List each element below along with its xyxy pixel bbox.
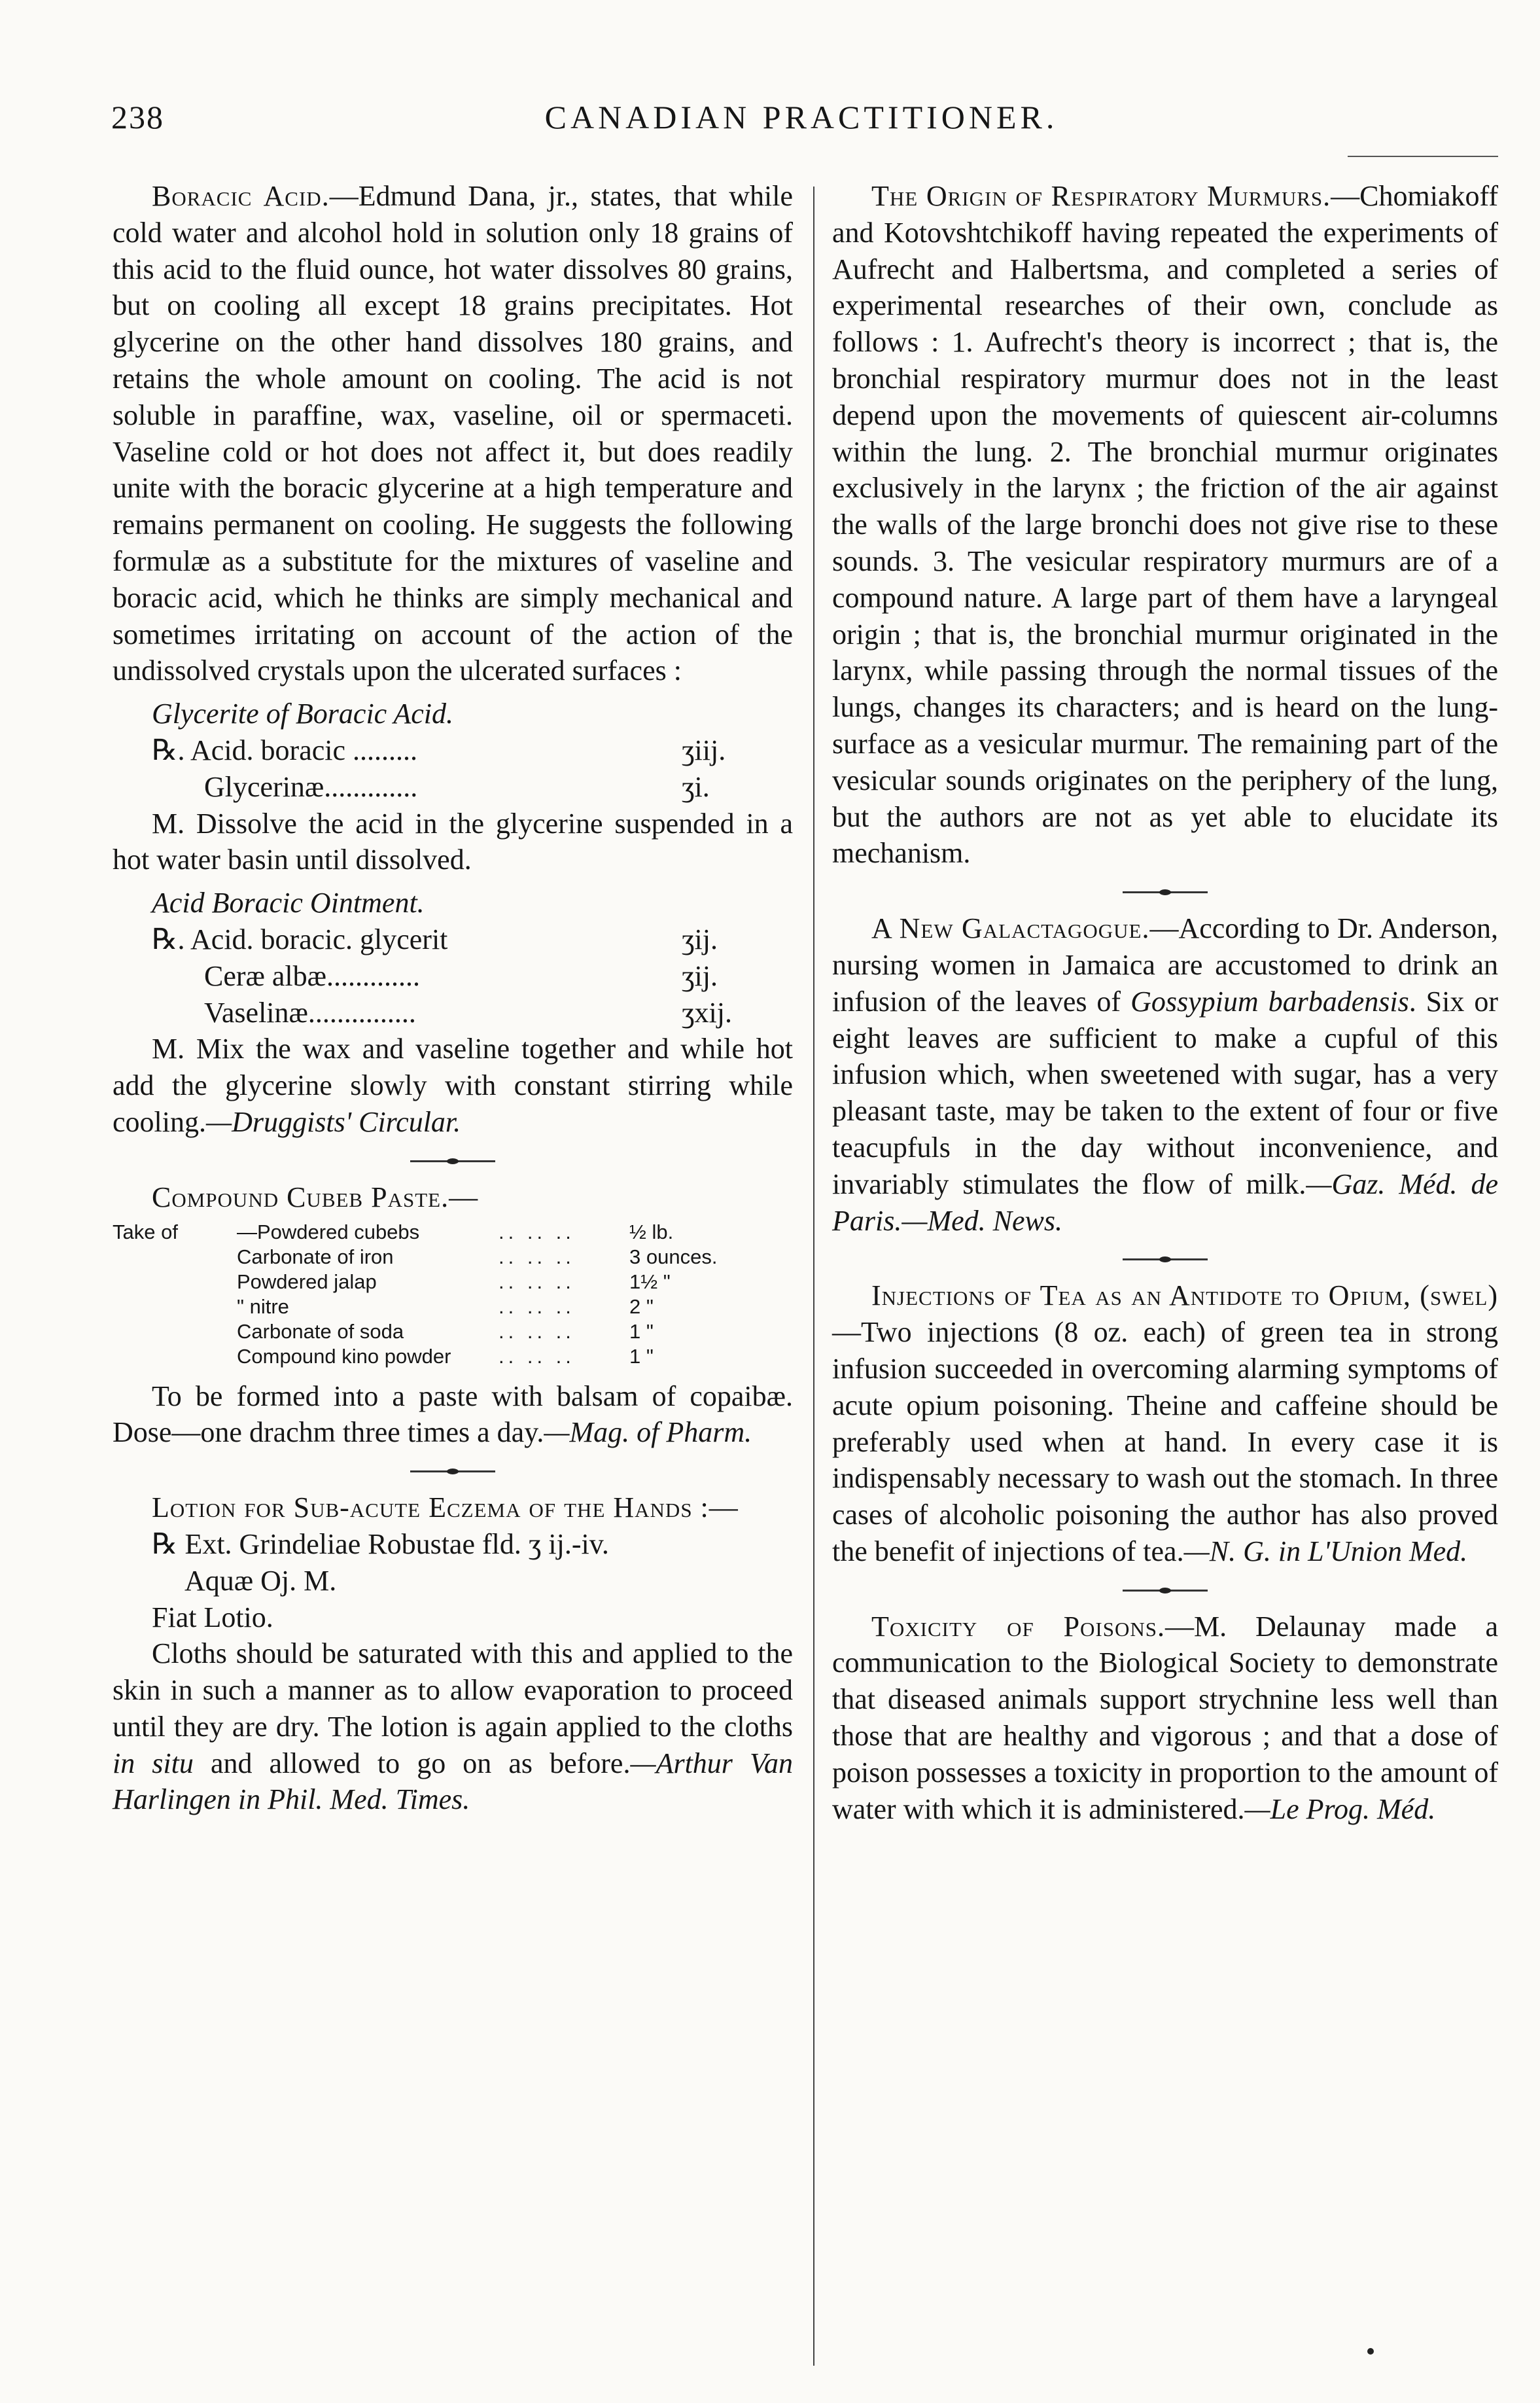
article-text: —Chomiakoff and Kotovshtchikoff having repeated the experiments of Aufrecht and Halbertsma, and completed a series of experimental researches of their own, conclude as follows : 1. Aufrecht's theory is incorrect ; that is, the bronchial respiratory murmur does not in the least depend upon the movements of quiescent air-columns within the lung. 2. The bronchial murmur originates exclusively in the larynx ; the friction of the air against the walls of the large bronchi does not give rise to these sounds. 3. The vesicular respiratory murmurs are of a compound nature. A large part of them have a laryngeal origin ; that is, the bronchial murmur originated in the larynx, while passing through the normal tissues of the lungs, changes its characters; and is heard on the lung-surface as a vesicular murmur. The remaining part of the vesicular sounds originates on the periphery of the lung, but the authors are not as yet able to elucidate its mechanism. [832,180,1498,870]
formula-row [113,1220,793,1245]
recipe-directions: M. Dissolve the acid in the glycerine suspended in a hot water basin until dissolved. [113,807,793,876]
article-lotion-eczema [113,1489,793,1818]
heading-text: Lotion for Sub-acute Eczema of the Hands :— [152,1491,739,1524]
formula-row [113,1270,793,1294]
article-text: . Six or eight leaves are sufficient to make a cupful of this infusion which, when sweetened with sugar, has a very pleasant taste, may be taken to the extent of four or five teacupfuls in the day without inconvenience, and invariably stimulates the flow of milk. [832,985,1498,1200]
article-galactagogue [832,910,1498,1239]
article-text: Cloths should be saturated with this and applied to the skin in such a manner as to allow evaporation to proceed until they are dry. The lotion is again applied to the cloths [113,1637,793,1743]
page-number: 238 [111,99,164,135]
formula-item: —Powdered cubebs [237,1220,420,1243]
formula-leader: .. .. .. [499,1220,575,1243]
article-text-italic: in situ [113,1747,194,1779]
recipe-fiat: Fiat Lotio. [152,1601,273,1633]
article-text: —Edmund Dana, jr., states, that while cold water and alcohol hold in solution only 18 grains of this acid to the fluid ounce, hot water dissolves 80 grains, but on cooling all except 18 grains precipitates. Hot glycerine on the other hand dissolves 180 grains, and retains the whole amount on cooling. The acid is not soluble in paraffine, wax, vaseline, oil or spermaceti. Vaseline cold or hot does not affect it, but does readily unite with the boracic glycerine at a high temperature and remains permanent on cooling. He suggests the following formulæ as a substitute for the mixtures of vaseline and boracic acid, which he thinks are simply mechanical and sometimes irritating on account of the action of the undissolved crystals upon the ulcerated surfaces : [113,180,793,687]
left-column [113,178,793,1818]
article-body [832,1277,1498,1569]
article-heading: Injections of Tea as an Antidote to Opium, (swel) [871,1279,1498,1312]
right-column [832,178,1498,1827]
recipe-ingredient: Ceræ albæ............. [204,959,420,992]
article-source: —Gaz. Méd. de Paris.—Med. News. [832,1167,1499,1237]
article-body [113,1635,793,1818]
recipe-title: Glycerite of Boracic Acid. [152,698,454,730]
recipe-line [204,995,793,1031]
article-source: —Mag. of Pharm. [544,1416,752,1449]
recipe-directions [113,1031,793,1140]
formula-amount: 3 ounces. [629,1245,718,1268]
article-text: and allowed to go on as before. [193,1747,631,1779]
article-source: —N. G. in L'Union Med. [1183,1535,1468,1567]
article-heading: Boracic Acid. [152,180,330,212]
heading-text: Compound Cubeb Paste.— [152,1181,479,1213]
article-body [832,178,1498,872]
recipe-line: Aquæ Oj. M. [184,1564,337,1597]
section-separator [410,1160,495,1162]
article-text: —According to Dr. Anderson, nursing women in Jamaica are accustomed to drink an infusion of the leaves of [832,912,1498,1018]
formula-item: Carbonate of iron [237,1245,394,1268]
article-text-italic: Gossypium barbadensis [1130,985,1409,1018]
article-boracic-acid [113,178,793,1141]
header-rule [1348,156,1498,157]
recipe-ingredient: Vaselinæ............... [204,996,416,1029]
formula-amount: 2 " [629,1294,654,1318]
formula-item: Powdered jalap [237,1270,377,1293]
formula-row [113,1319,793,1344]
recipe-quantity: ʒxij. [682,996,732,1029]
recipe-quantity: ʒi. [682,770,710,803]
directions-text: M. Mix the wax and vaseline together and while hot add the glycerine slowly with constant stirring while cooling. [113,1033,793,1138]
article-source: —Le Prog. Méd. [1244,1792,1436,1825]
formula-item: " nitre [237,1294,289,1318]
section-separator [410,1470,495,1472]
article-cubeb-paste [113,1179,793,1451]
article-body [832,1609,1498,1828]
formula-table [113,1220,793,1369]
article-body [832,910,1498,1239]
recipe-ingredient: ℞. Acid. boracic. glycerit [152,923,448,955]
recipe-title: Acid Boracic Ointment. [152,887,425,919]
page-header [111,98,1492,137]
article-heading [113,1489,793,1526]
article-source: —Druggists' Circular. [205,1105,461,1138]
section-separator [1123,1258,1208,1260]
formula-amount: 1 " [629,1344,654,1368]
recipe-ingredient: Glycerinæ............. [204,770,418,803]
recipe-line: ℞ Ext. Grindeliae Robustae fld. ʒ ij.-iv. [152,1527,609,1560]
formula-leader: .. .. .. [499,1344,575,1368]
article-heading: Toxicity of Poisons. [871,1610,1166,1643]
formula-leader: .. .. .. [499,1319,575,1343]
article-body [113,178,793,689]
article-text: —Two injections (8 oz. each) of green tea in strong infusion succeeded in overcoming alarming symptoms of acute opium poisoning. Theine and caffeine should be preferably used when at hand. In every case it is indispensably necessary to wash out the stomach. In three cases of alcoholic poisoning the author has also proved the benefit of injections of tea. [832,1316,1498,1567]
formula-item: Compound kino powder [237,1344,451,1368]
running-title: CANADIAN PRACTITIONER. [544,99,1059,135]
article-heading: The Origin of Respiratory Murmurs. [871,180,1331,212]
article-tea-injections [832,1277,1498,1569]
formula-row [113,1344,793,1369]
formula-item: Carbonate of soda [237,1319,404,1343]
recipe-line [204,958,793,995]
formula-row [113,1294,793,1319]
formula-leader: .. .. .. [499,1270,575,1293]
formula-leader: .. .. .. [499,1294,575,1318]
section-separator [1123,891,1208,893]
article-text: —M. Delaunay made a communication to the Biological Society to demonstrate that diseased animals support strychnine less well than those that are healthy and vigorous ; and that a dose of poison possesses a toxicity in proportion to the amount of water with which it is administered. [832,1610,1498,1825]
article-source: —Arthur Van Harlingen in Phil. Med. Times. [113,1747,793,1816]
article-toxicity-of-poisons [832,1609,1498,1828]
formula-amount: ½ lb. [629,1220,674,1243]
formula-amount: 1½ " [629,1270,671,1293]
formula-row [113,1245,793,1270]
recipe-line [204,769,793,806]
formula-leader: .. .. .. [499,1245,575,1268]
recipe-quantity: ʒiij. [682,734,726,766]
article-respiratory-murmurs [832,178,1498,872]
article-heading [113,1179,793,1216]
recipe-ingredient: ℞. Acid. boracic ......... [152,734,418,766]
recipe-line [152,732,793,769]
section-separator [1123,1590,1208,1592]
recipe-quantity: ʒij. [682,923,718,955]
column-divider [813,187,814,2366]
article-text: To be formed into a paste with balsam of copaibæ. Dose—one drachm three times a day. [113,1380,793,1449]
formula-lead: Take of [113,1220,178,1243]
article-heading: A New Galactagogue. [871,912,1150,945]
recipe-line [152,921,793,958]
print-speck [1367,2348,1374,2355]
article-body [113,1378,793,1451]
formula-amount: 1 " [629,1319,654,1343]
recipe-quantity: ʒij. [682,959,718,992]
